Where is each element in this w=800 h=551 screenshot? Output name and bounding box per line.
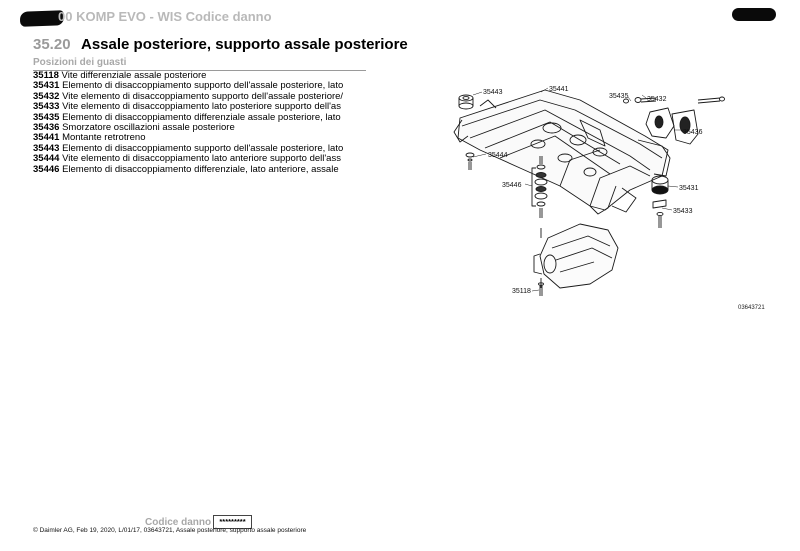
list-item <box>33 113 351 123</box>
bolt-35433 <box>653 200 666 228</box>
callout-35431: 35431 <box>679 185 699 192</box>
section-number: 35.20 <box>33 36 71 53</box>
list-item <box>33 92 351 102</box>
callout-35432: 35432 <box>647 96 667 103</box>
list-item <box>33 165 351 175</box>
position-code: 35436 <box>33 123 60 134</box>
callout-35446: 35446 <box>502 182 522 189</box>
callout-35118: 35118 <box>512 288 531 295</box>
bolt-35118 <box>539 283 544 296</box>
position-code: 35435 <box>33 112 60 123</box>
list-item <box>33 144 351 154</box>
bushing-35443 <box>459 95 473 109</box>
redaction-mark <box>732 8 776 21</box>
list-item <box>33 102 351 112</box>
callout-35436: 35436 <box>683 129 703 136</box>
fault-code-label: Codice danno <box>145 517 212 528</box>
callout-35441: 35441 <box>549 86 569 93</box>
fault-code-field: ********* <box>213 515 252 529</box>
position-description: Elemento di disaccoppiamento supporto dell'assale posteriore, lato <box>62 81 344 92</box>
position-description: Vite differenziale assale posteriore <box>61 71 207 81</box>
rear-axle-exploded-diagram <box>440 78 740 308</box>
copyright-footer: © Daimler AG, Feb 19, 2020, L/01/17, 03643721, Assale posteriore, supporto assale posteriore <box>33 527 307 534</box>
list-item <box>33 154 351 164</box>
position-code: 35443 <box>33 143 60 154</box>
positions-subheading: Posizioni dei guasti <box>33 57 366 71</box>
position-description: Montante retrotreno <box>62 133 146 144</box>
subframe-drawing <box>454 90 670 214</box>
position-description: Elemento di disaccoppiamento differenziale, lato anteriore, assale <box>62 164 339 175</box>
bolt-35432 <box>624 97 725 103</box>
position-code: 35118 <box>33 71 59 81</box>
position-description: Elemento di disaccoppiamento differenziale assale posteriore, lato <box>62 112 341 123</box>
callout-35435: 35435 <box>609 93 629 100</box>
position-description: Elemento di disaccoppiamento supporto dell'assale posteriore, lato <box>62 143 344 154</box>
list-item <box>33 123 351 133</box>
list-item <box>33 133 351 143</box>
figure-id: 03643721 <box>738 305 765 311</box>
position-description: Vite elemento di disaccoppiamento lato posteriore supporto dell'as <box>62 102 341 113</box>
position-code: 35433 <box>33 102 60 113</box>
position-code: 35431 <box>33 81 60 92</box>
callout-35443: 35443 <box>483 89 503 96</box>
position-description: Vite elemento di disaccoppiamento supporto dell'assale posteriore/ <box>62 91 344 102</box>
list-item <box>33 81 351 91</box>
bushing-35435 <box>646 108 674 138</box>
position-code: 35446 <box>33 164 60 175</box>
position-code: 35444 <box>33 154 60 165</box>
callout-35444: 35444 <box>488 152 508 159</box>
bolt-35444 <box>466 153 474 170</box>
differential-drawing <box>534 224 618 288</box>
position-code: 35441 <box>33 133 60 144</box>
list-item <box>33 71 351 81</box>
position-code: 35432 <box>33 91 60 102</box>
document-header: 00 KOMP EVO - WIS Codice danno <box>58 9 272 24</box>
positions-list <box>33 71 351 175</box>
damper-35436 <box>672 110 698 144</box>
callout-35433: 35433 <box>673 208 693 215</box>
section-title: Assale posteriore, supporto assale posteriore <box>81 36 408 53</box>
position-description: Smorzatore oscillazioni assale posteriore <box>62 123 235 134</box>
position-description: Vite elemento di disaccoppiamento lato anteriore supporto dell'ass <box>62 154 341 165</box>
